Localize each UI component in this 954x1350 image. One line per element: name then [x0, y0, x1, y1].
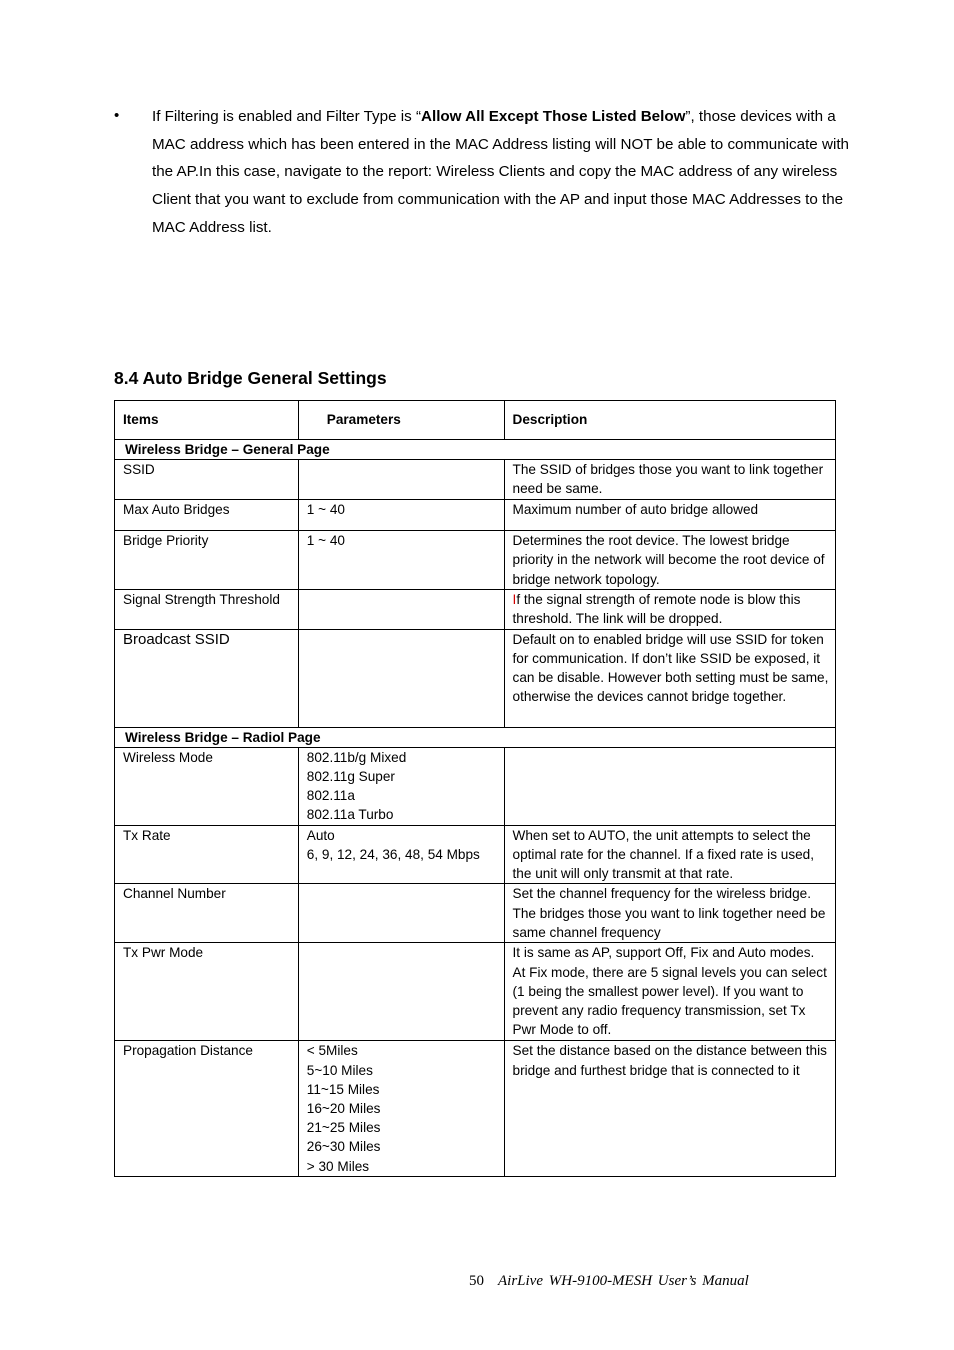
param-line: 6, 9, 12, 24, 36, 48, 54 Mbps — [306, 847, 480, 863]
desc-first-letter: I — [512, 592, 517, 608]
group-header-general — [115, 440, 836, 460]
table-row — [115, 1041, 836, 1176]
param-line: 16~20 Miles — [306, 1101, 381, 1117]
param-line: 21~25 Miles — [306, 1120, 381, 1136]
header-parameters: Parameters — [298, 401, 504, 440]
desc-cell: Default on to enabled bridge will use SSID for token for communication. If don’t like SSID be exposed, it can be disable. However both setting must be same, otherwise the devices cannot bridge together. — [504, 629, 835, 727]
group-title: Wireless Bridge – General Page — [115, 440, 836, 460]
item-cell: Channel Number — [115, 884, 299, 943]
page-number: 50 — [469, 1273, 484, 1289]
param-cell — [298, 825, 504, 884]
desc-cell — [504, 747, 835, 825]
param-line: 802.11a — [306, 788, 355, 804]
param-cell — [298, 590, 504, 629]
table-row — [115, 460, 836, 500]
table-row — [115, 825, 836, 884]
table-row — [115, 531, 836, 590]
table-row — [115, 629, 836, 727]
desc-rest: f the signal strength of remote node is blow this threshold. The link will be dropped. — [512, 592, 801, 627]
item-cell: Max Auto Bridges — [115, 500, 299, 531]
manual-title: AirLive WH-9100-MESH User’s Manual — [498, 1273, 749, 1289]
bullet-paragraph — [114, 103, 849, 242]
bullet-intro: If Filtering is enabled and Filter Type is “ — [152, 108, 421, 125]
group-title: Wireless Bridge – Radiol Page — [115, 727, 836, 747]
param-line: Auto — [306, 827, 335, 843]
item-cell: Bridge Priority — [115, 531, 299, 590]
param-line: < 5Miles — [306, 1043, 358, 1059]
desc-cell: When set to AUTO, the unit attempts to select the optimal rate for the channel. If a fixed rate is used, the unit will only transmit at that rate. — [504, 825, 835, 884]
param-cell — [298, 500, 504, 531]
param-line: 1 ~ 40 — [306, 502, 345, 518]
param-line: 1 ~ 40 — [306, 533, 345, 549]
bullet-bold-phrase: Allow All Except Those Listed Below — [421, 108, 686, 125]
desc-cell: Set the distance based on the distance between this bridge and furthest bridge that is connected to it — [504, 1041, 835, 1176]
section-title: 8.4 Auto Bridge General Settings — [114, 368, 387, 388]
param-line: 802.11b/g Mixed — [306, 749, 407, 765]
header-items: Items — [115, 401, 299, 440]
desc-cell: Maximum number of auto bridge allowed — [504, 500, 835, 531]
item-cell: Broadcast SSID — [115, 629, 299, 727]
desc-cell — [504, 590, 835, 629]
item-cell: Tx Rate — [115, 825, 299, 884]
desc-cell: Determines the root device. The lowest bridge priority in the network will become the root device of bridge network topology. — [504, 531, 835, 590]
param-cell — [298, 460, 504, 500]
param-cell — [298, 747, 504, 825]
item-cell: Wireless Mode — [115, 747, 299, 825]
table-row — [115, 943, 836, 1041]
param-line: 802.11g Super — [306, 769, 395, 785]
param-cell — [298, 884, 504, 943]
param-cell — [298, 629, 504, 727]
page-footer — [469, 1273, 749, 1290]
table-header-row — [115, 401, 836, 440]
param-cell — [298, 943, 504, 1041]
bullet-marker: • — [114, 107, 120, 124]
param-cell — [298, 1041, 504, 1176]
table-row — [115, 884, 836, 943]
desc-cell: The SSID of bridges those you want to link together need be same. — [504, 460, 835, 500]
item-cell: Tx Pwr Mode — [115, 943, 299, 1041]
item-cell: SSID — [115, 460, 299, 500]
group-header-radio — [115, 727, 836, 747]
param-cell — [298, 531, 504, 590]
param-line: 11~15 Miles — [306, 1081, 380, 1097]
item-cell: Propagation Distance — [115, 1041, 299, 1176]
desc-cell: It is same as AP, support Off, Fix and Auto modes. At Fix mode, there are 5 signal levels you can select (1 being the smallest power level). If you want to prevent any radio frequency transmission, set Tx Pwr Mode to off. — [504, 943, 835, 1041]
table-row — [115, 590, 836, 629]
param-line: 802.11a Turbo — [306, 807, 394, 823]
table-row — [115, 500, 836, 531]
param-line: 26~30 Miles — [306, 1139, 381, 1155]
bullet-text — [152, 103, 849, 242]
header-description: Description — [504, 401, 835, 440]
item-cell: Signal Strength Threshold — [115, 590, 299, 629]
table-row — [115, 747, 836, 825]
param-line: > 30 Miles — [306, 1158, 370, 1174]
param-line: 5~10 Miles — [306, 1062, 373, 1078]
desc-cell: Set the channel frequency for the wireless bridge. The bridges those you want to link together need be same channel frequency — [504, 884, 835, 943]
settings-table — [114, 400, 836, 1177]
bullet-rest: ”, those devices with a MAC address which has been entered in the MAC Address listing will NOT be able to communicate with the AP.In this case, navigate to the report: Wireless Clients and copy the MAC address of any wireless Client that you want to exclude from communication with the AP and input those MAC Addresses to the MAC Address list. — [152, 108, 849, 236]
